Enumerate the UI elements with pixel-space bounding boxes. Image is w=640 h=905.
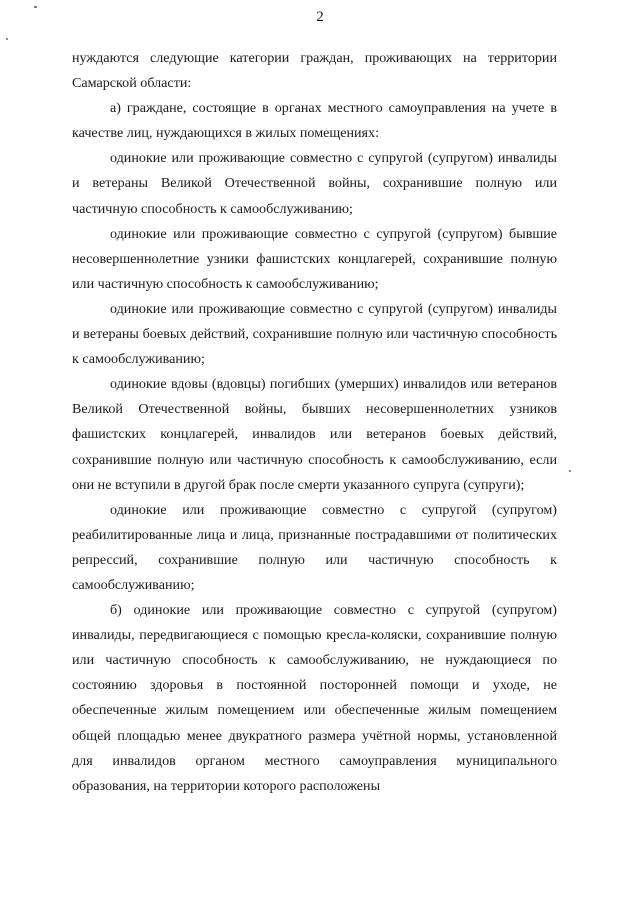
paragraph-item-b: б) одинокие или проживающие совместно с супругой (супругом) инвалиды, передвигающиеся с помощью кресла-коляски, сохранившие полную или частичную способность к самообслуживанию, не нуждающиеся по состоянию здоровья в постоянной посторонней помощи и уходе, не обеспеченные жилым помещением или обеспеченные жилым помещением общей площадью менее двукратного размера учётной нормы, установленной для инвалидов органом местного самоуправления муниципального образования, на территории которого расположены — [72, 602, 557, 794]
scan-speck — [6, 38, 8, 40]
document-body — [72, 46, 557, 799]
paragraph-rehabilitated: одинокие или проживающие совместно с супругой (супругом) реабилитированные лица и лица, признанные пострадавшими от политических репрессий, сохранившие полную или частичную способность к самообслуживанию; — [72, 501, 557, 593]
paragraph-intro: нуждаются следующие категории граждан, проживающих на территории Самарской области: — [72, 50, 557, 92]
scan-speck — [569, 470, 571, 472]
paragraph-item-a: а) граждане, состоящие в органах местного самоуправления на учете в качестве лиц, нуждающихся в жилых помещениях: — [72, 100, 557, 142]
paragraph-combat-veterans: одинокие или проживающие совместно с супругой (супругом) инвалиды и ветераны боевых действий, сохранившие полную или частичную способность к самообслуживанию; — [72, 300, 557, 368]
paragraph-wwii-veterans: одинокие или проживающие совместно с супругой (супругом) инвалиды и ветераны Великой Отечественной войны, сохранившие полную или частичную способность к самообслуживанию; — [72, 150, 557, 217]
page-number: 2 — [316, 9, 324, 25]
paragraph-concentration-camp-prisoners: одинокие или проживающие совместно с супругой (супругом) бывшие несовершеннолетние узники фашистских концлагерей, сохранившие полную или частичную способность к самообслуживанию; — [72, 225, 557, 292]
paragraph-widows: одинокие вдовы (вдовцы) погибших (умерших) инвалидов или ветеранов Великой Отечественной войны, бывших несовершеннолетних узников фашистских концлагерей, инвалидов или ветеранов боевых действий, сохранившие полную или частичную способность к самообслуживанию, если они не вступили в другой брак после смерти указанного супруга (супруги); — [72, 376, 557, 493]
